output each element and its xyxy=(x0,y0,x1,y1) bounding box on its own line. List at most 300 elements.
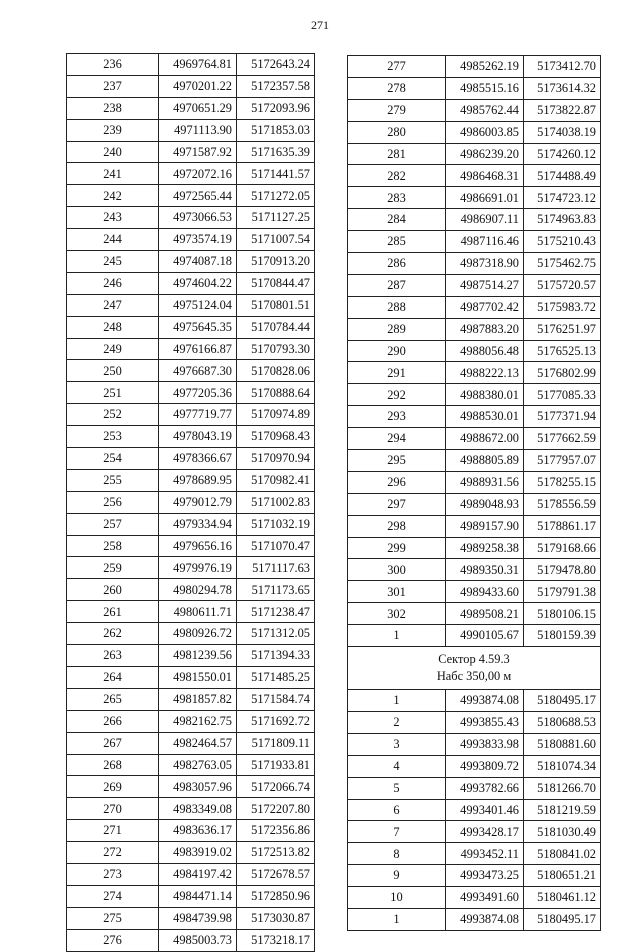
point-number-cell: 241 xyxy=(67,163,159,185)
table-row xyxy=(67,666,315,688)
point-number-cell: 261 xyxy=(67,601,159,623)
table-row xyxy=(67,426,315,448)
x-coordinate-cell: 4983057.96 xyxy=(159,776,237,798)
y-coordinate-cell: 5180461.12 xyxy=(524,887,601,909)
x-coordinate-cell: 4984739.98 xyxy=(159,907,237,929)
x-coordinate-cell: 4981239.56 xyxy=(159,645,237,667)
y-coordinate-cell: 5177957.07 xyxy=(524,450,601,472)
y-coordinate-cell: 5174488.49 xyxy=(524,165,601,187)
y-coordinate-cell: 5180495.17 xyxy=(524,908,601,930)
table-row xyxy=(67,710,315,732)
table-row xyxy=(348,362,601,384)
table-row xyxy=(67,338,315,360)
x-coordinate-cell: 4988931.56 xyxy=(446,471,524,493)
x-coordinate-cell: 4982162.75 xyxy=(159,710,237,732)
point-number-cell: 270 xyxy=(67,798,159,820)
point-number-cell: 295 xyxy=(348,450,446,472)
point-number-cell: 247 xyxy=(67,294,159,316)
y-coordinate-cell: 5176251.97 xyxy=(524,318,601,340)
y-coordinate-cell: 5179478.80 xyxy=(524,559,601,581)
point-number-cell: 7 xyxy=(348,821,446,843)
point-number-cell: 9 xyxy=(348,865,446,887)
table-row xyxy=(67,163,315,185)
point-number-cell: 289 xyxy=(348,318,446,340)
table-row xyxy=(67,97,315,119)
x-coordinate-cell: 4972565.44 xyxy=(159,185,237,207)
x-coordinate-cell: 4976166.87 xyxy=(159,338,237,360)
x-coordinate-cell: 4986907.11 xyxy=(446,209,524,231)
point-number-cell: 284 xyxy=(348,209,446,231)
y-coordinate-cell: 5171272.05 xyxy=(237,185,315,207)
point-number-cell: 281 xyxy=(348,143,446,165)
y-coordinate-cell: 5179168.66 xyxy=(524,537,601,559)
table-row xyxy=(348,384,601,406)
table-row xyxy=(348,908,601,930)
y-coordinate-cell: 5170974.89 xyxy=(237,404,315,426)
y-coordinate-cell: 5180688.53 xyxy=(524,711,601,733)
table-row xyxy=(348,843,601,865)
x-coordinate-cell: 4985762.44 xyxy=(446,99,524,121)
y-coordinate-cell: 5177371.94 xyxy=(524,406,601,428)
point-number-cell: 258 xyxy=(67,535,159,557)
y-coordinate-cell: 5171007.54 xyxy=(237,229,315,251)
table-row xyxy=(348,559,601,581)
table-row xyxy=(348,865,601,887)
y-coordinate-cell: 5172207.80 xyxy=(237,798,315,820)
point-number-cell: 4 xyxy=(348,755,446,777)
y-coordinate-cell: 5176525.13 xyxy=(524,340,601,362)
table-row xyxy=(348,493,601,515)
point-number-cell: 285 xyxy=(348,231,446,253)
x-coordinate-cell: 4984197.42 xyxy=(159,863,237,885)
sector-header-cell xyxy=(348,647,601,690)
table-row xyxy=(348,777,601,799)
point-number-cell: 296 xyxy=(348,471,446,493)
left-coordinates-table xyxy=(66,53,315,952)
x-coordinate-cell: 4989157.90 xyxy=(446,515,524,537)
table-row xyxy=(67,820,315,842)
point-number-cell: 288 xyxy=(348,296,446,318)
x-coordinate-cell: 4982464.57 xyxy=(159,732,237,754)
x-coordinate-cell: 4986239.20 xyxy=(446,143,524,165)
x-coordinate-cell: 4972072.16 xyxy=(159,163,237,185)
y-coordinate-cell: 5170970.94 xyxy=(237,448,315,470)
x-coordinate-cell: 4982763.05 xyxy=(159,754,237,776)
table-row xyxy=(67,929,315,951)
point-number-cell: 260 xyxy=(67,579,159,601)
x-coordinate-cell: 4978366.67 xyxy=(159,448,237,470)
x-coordinate-cell: 4989048.93 xyxy=(446,493,524,515)
point-number-cell: 239 xyxy=(67,119,159,141)
page-number: 271 xyxy=(311,18,329,32)
table-row xyxy=(67,798,315,820)
point-number-cell: 280 xyxy=(348,121,446,143)
x-coordinate-cell: 4993782.66 xyxy=(446,777,524,799)
y-coordinate-cell: 5180841.02 xyxy=(524,843,601,865)
table-row xyxy=(348,428,601,450)
y-coordinate-cell: 5172643.24 xyxy=(237,54,315,76)
point-number-cell: 236 xyxy=(67,54,159,76)
point-number-cell: 246 xyxy=(67,272,159,294)
point-number-cell: 244 xyxy=(67,229,159,251)
x-coordinate-cell: 4984471.14 xyxy=(159,885,237,907)
x-coordinate-cell: 4978043.19 xyxy=(159,426,237,448)
y-coordinate-cell: 5171394.33 xyxy=(237,645,315,667)
x-coordinate-cell: 4977719.77 xyxy=(159,404,237,426)
table-row xyxy=(348,537,601,559)
x-coordinate-cell: 4988380.01 xyxy=(446,384,524,406)
table-row xyxy=(348,340,601,362)
x-coordinate-cell: 4985515.16 xyxy=(446,77,524,99)
table-row xyxy=(67,645,315,667)
x-coordinate-cell: 4988672.00 xyxy=(446,428,524,450)
y-coordinate-cell: 5180881.60 xyxy=(524,733,601,755)
point-number-cell: 1 xyxy=(348,625,446,647)
point-number-cell: 279 xyxy=(348,99,446,121)
point-number-cell: 257 xyxy=(67,513,159,535)
table-row xyxy=(348,821,601,843)
x-coordinate-cell: 4973574.19 xyxy=(159,229,237,251)
x-coordinate-cell: 4988805.89 xyxy=(446,450,524,472)
y-coordinate-cell: 5174260.12 xyxy=(524,143,601,165)
x-coordinate-cell: 4980611.71 xyxy=(159,601,237,623)
y-coordinate-cell: 5181219.59 xyxy=(524,799,601,821)
point-number-cell: 256 xyxy=(67,491,159,513)
y-coordinate-cell: 5170888.64 xyxy=(237,382,315,404)
y-coordinate-cell: 5176802.99 xyxy=(524,362,601,384)
y-coordinate-cell: 5180106.15 xyxy=(524,603,601,625)
x-coordinate-cell: 4985262.19 xyxy=(446,56,524,78)
point-number-cell: 271 xyxy=(67,820,159,842)
y-coordinate-cell: 5172850.96 xyxy=(237,885,315,907)
table-row xyxy=(348,253,601,275)
table-row xyxy=(348,711,601,733)
table-row xyxy=(348,799,601,821)
point-number-cell: 255 xyxy=(67,469,159,491)
y-coordinate-cell: 5172356.86 xyxy=(237,820,315,842)
table-row xyxy=(348,296,601,318)
x-coordinate-cell: 4983919.02 xyxy=(159,842,237,864)
y-coordinate-cell: 5170844.47 xyxy=(237,272,315,294)
point-number-cell: 290 xyxy=(348,340,446,362)
point-number-cell: 278 xyxy=(348,77,446,99)
table-row xyxy=(67,601,315,623)
y-coordinate-cell: 5172678.57 xyxy=(237,863,315,885)
sector-header-row xyxy=(348,647,601,690)
point-number-cell: 263 xyxy=(67,645,159,667)
table-row xyxy=(67,251,315,273)
y-coordinate-cell: 5170793.30 xyxy=(237,338,315,360)
x-coordinate-cell: 4974604.22 xyxy=(159,272,237,294)
table-row xyxy=(348,450,601,472)
y-coordinate-cell: 5177085.33 xyxy=(524,384,601,406)
table-row xyxy=(348,581,601,603)
x-coordinate-cell: 4993809.72 xyxy=(446,755,524,777)
table-row xyxy=(348,56,601,78)
y-coordinate-cell: 5171584.74 xyxy=(237,688,315,710)
table-row xyxy=(348,274,601,296)
y-coordinate-cell: 5170968.43 xyxy=(237,426,315,448)
x-coordinate-cell: 4993428.17 xyxy=(446,821,524,843)
x-coordinate-cell: 4993833.98 xyxy=(446,733,524,755)
x-coordinate-cell: 4979976.19 xyxy=(159,557,237,579)
y-coordinate-cell: 5180159.39 xyxy=(524,625,601,647)
x-coordinate-cell: 4993855.43 xyxy=(446,711,524,733)
point-number-cell: 282 xyxy=(348,165,446,187)
point-number-cell: 238 xyxy=(67,97,159,119)
table-row xyxy=(348,143,601,165)
point-number-cell: 269 xyxy=(67,776,159,798)
point-number-cell: 3 xyxy=(348,733,446,755)
point-number-cell: 240 xyxy=(67,141,159,163)
y-coordinate-cell: 5171312.05 xyxy=(237,623,315,645)
y-coordinate-cell: 5175462.75 xyxy=(524,253,601,275)
y-coordinate-cell: 5171238.47 xyxy=(237,601,315,623)
table-row xyxy=(67,776,315,798)
y-coordinate-cell: 5172093.96 xyxy=(237,97,315,119)
point-number-cell: 237 xyxy=(67,75,159,97)
table-row xyxy=(67,732,315,754)
table-row xyxy=(348,690,601,712)
table-row xyxy=(348,318,601,340)
x-coordinate-cell: 4980294.78 xyxy=(159,579,237,601)
point-number-cell: 287 xyxy=(348,274,446,296)
point-number-cell: 10 xyxy=(348,887,446,909)
point-number-cell: 262 xyxy=(67,623,159,645)
point-number-cell: 299 xyxy=(348,537,446,559)
point-number-cell: 294 xyxy=(348,428,446,450)
x-coordinate-cell: 4993401.46 xyxy=(446,799,524,821)
y-coordinate-cell: 5172513.82 xyxy=(237,842,315,864)
y-coordinate-cell: 5179791.38 xyxy=(524,581,601,603)
point-number-cell: 286 xyxy=(348,253,446,275)
table-row xyxy=(348,515,601,537)
y-coordinate-cell: 5171173.65 xyxy=(237,579,315,601)
x-coordinate-cell: 4976687.30 xyxy=(159,360,237,382)
y-coordinate-cell: 5181074.34 xyxy=(524,755,601,777)
y-coordinate-cell: 5181030.49 xyxy=(524,821,601,843)
x-coordinate-cell: 4983349.08 xyxy=(159,798,237,820)
y-coordinate-cell: 5178861.17 xyxy=(524,515,601,537)
x-coordinate-cell: 4988056.48 xyxy=(446,340,524,362)
y-coordinate-cell: 5173218.17 xyxy=(237,929,315,951)
table-row xyxy=(67,54,315,76)
table-row xyxy=(67,557,315,579)
table-row xyxy=(67,75,315,97)
table-row xyxy=(348,603,601,625)
x-coordinate-cell: 4993452.11 xyxy=(446,843,524,865)
y-coordinate-cell: 5180651.21 xyxy=(524,865,601,887)
point-number-cell: 277 xyxy=(348,56,446,78)
point-number-cell: 272 xyxy=(67,842,159,864)
x-coordinate-cell: 4993473.25 xyxy=(446,865,524,887)
x-coordinate-cell: 4971587.92 xyxy=(159,141,237,163)
point-number-cell: 254 xyxy=(67,448,159,470)
point-number-cell: 1 xyxy=(348,908,446,930)
x-coordinate-cell: 4970201.22 xyxy=(159,75,237,97)
table-row xyxy=(348,165,601,187)
x-coordinate-cell: 4988530.01 xyxy=(446,406,524,428)
x-coordinate-cell: 4993491.60 xyxy=(446,887,524,909)
point-number-cell: 300 xyxy=(348,559,446,581)
table-row xyxy=(67,535,315,557)
y-coordinate-cell: 5171127.25 xyxy=(237,207,315,229)
y-coordinate-cell: 5170828.06 xyxy=(237,360,315,382)
table-row xyxy=(67,272,315,294)
table-row xyxy=(67,754,315,776)
point-number-cell: 250 xyxy=(67,360,159,382)
table-row xyxy=(67,448,315,470)
y-coordinate-cell: 5178556.59 xyxy=(524,493,601,515)
y-coordinate-cell: 5170913.20 xyxy=(237,251,315,273)
y-coordinate-cell: 5172357.58 xyxy=(237,75,315,97)
table-row xyxy=(67,294,315,316)
y-coordinate-cell: 5175210.43 xyxy=(524,231,601,253)
x-coordinate-cell: 4987318.90 xyxy=(446,253,524,275)
y-coordinate-cell: 5170982.41 xyxy=(237,469,315,491)
x-coordinate-cell: 4987702.42 xyxy=(446,296,524,318)
y-coordinate-cell: 5171485.25 xyxy=(237,666,315,688)
x-coordinate-cell: 4970651.29 xyxy=(159,97,237,119)
table-row xyxy=(67,863,315,885)
point-number-cell: 273 xyxy=(67,863,159,885)
x-coordinate-cell: 4989350.31 xyxy=(446,559,524,581)
y-coordinate-cell: 5180495.17 xyxy=(524,690,601,712)
y-coordinate-cell: 5171117.63 xyxy=(237,557,315,579)
x-coordinate-cell: 4980926.72 xyxy=(159,623,237,645)
point-number-cell: 292 xyxy=(348,384,446,406)
point-number-cell: 301 xyxy=(348,581,446,603)
x-coordinate-cell: 4986691.01 xyxy=(446,187,524,209)
table-row xyxy=(67,316,315,338)
y-coordinate-cell: 5171692.72 xyxy=(237,710,315,732)
table-row xyxy=(67,185,315,207)
point-number-cell: 252 xyxy=(67,404,159,426)
y-coordinate-cell: 5172066.74 xyxy=(237,776,315,798)
y-coordinate-cell: 5170784.44 xyxy=(237,316,315,338)
table-row xyxy=(67,382,315,404)
x-coordinate-cell: 4987514.27 xyxy=(446,274,524,296)
table-row xyxy=(348,77,601,99)
y-coordinate-cell: 5175983.72 xyxy=(524,296,601,318)
x-coordinate-cell: 4981857.82 xyxy=(159,688,237,710)
point-number-cell: 274 xyxy=(67,885,159,907)
point-number-cell: 275 xyxy=(67,907,159,929)
point-number-cell: 302 xyxy=(348,603,446,625)
sector-subtitle: Набс 350,00 м xyxy=(436,669,512,684)
table-row xyxy=(348,99,601,121)
point-number-cell: 1 xyxy=(348,690,446,712)
table-row xyxy=(67,360,315,382)
x-coordinate-cell: 4993874.08 xyxy=(446,690,524,712)
point-number-cell: 8 xyxy=(348,843,446,865)
point-number-cell: 245 xyxy=(67,251,159,273)
y-coordinate-cell: 5173030.87 xyxy=(237,907,315,929)
x-coordinate-cell: 4969764.81 xyxy=(159,54,237,76)
x-coordinate-cell: 4987116.46 xyxy=(446,231,524,253)
table-row xyxy=(348,471,601,493)
y-coordinate-cell: 5174038.19 xyxy=(524,121,601,143)
point-number-cell: 2 xyxy=(348,711,446,733)
point-number-cell: 251 xyxy=(67,382,159,404)
x-coordinate-cell: 4990105.67 xyxy=(446,625,524,647)
point-number-cell: 266 xyxy=(67,710,159,732)
table-row xyxy=(67,579,315,601)
y-coordinate-cell: 5173822.87 xyxy=(524,99,601,121)
y-coordinate-cell: 5171070.47 xyxy=(237,535,315,557)
y-coordinate-cell: 5171635.39 xyxy=(237,141,315,163)
x-coordinate-cell: 4977205.36 xyxy=(159,382,237,404)
point-number-cell: 268 xyxy=(67,754,159,776)
table-row xyxy=(67,842,315,864)
table-row xyxy=(67,404,315,426)
x-coordinate-cell: 4988222.13 xyxy=(446,362,524,384)
table-row xyxy=(348,209,601,231)
x-coordinate-cell: 4973066.53 xyxy=(159,207,237,229)
table-row xyxy=(67,885,315,907)
x-coordinate-cell: 4978689.95 xyxy=(159,469,237,491)
x-coordinate-cell: 4975645.35 xyxy=(159,316,237,338)
y-coordinate-cell: 5178255.15 xyxy=(524,471,601,493)
point-number-cell: 242 xyxy=(67,185,159,207)
table-row xyxy=(67,688,315,710)
table-row xyxy=(67,907,315,929)
point-number-cell: 297 xyxy=(348,493,446,515)
table-row xyxy=(348,733,601,755)
table-row xyxy=(348,625,601,647)
y-coordinate-cell: 5173412.70 xyxy=(524,56,601,78)
y-coordinate-cell: 5174963.83 xyxy=(524,209,601,231)
point-number-cell: 283 xyxy=(348,187,446,209)
point-number-cell: 243 xyxy=(67,207,159,229)
y-coordinate-cell: 5171002.83 xyxy=(237,491,315,513)
x-coordinate-cell: 4985003.73 xyxy=(159,929,237,951)
x-coordinate-cell: 4993874.08 xyxy=(446,908,524,930)
x-coordinate-cell: 4974087.18 xyxy=(159,251,237,273)
point-number-cell: 267 xyxy=(67,732,159,754)
table-row xyxy=(67,623,315,645)
y-coordinate-cell: 5171032.19 xyxy=(237,513,315,535)
x-coordinate-cell: 4975124.04 xyxy=(159,294,237,316)
point-number-cell: 253 xyxy=(67,426,159,448)
y-coordinate-cell: 5171933.81 xyxy=(237,754,315,776)
point-number-cell: 248 xyxy=(67,316,159,338)
y-coordinate-cell: 5173614.32 xyxy=(524,77,601,99)
table-row xyxy=(67,513,315,535)
x-coordinate-cell: 4979012.79 xyxy=(159,491,237,513)
point-number-cell: 298 xyxy=(348,515,446,537)
point-number-cell: 293 xyxy=(348,406,446,428)
x-coordinate-cell: 4979334.94 xyxy=(159,513,237,535)
y-coordinate-cell: 5171809.11 xyxy=(237,732,315,754)
point-number-cell: 291 xyxy=(348,362,446,384)
x-coordinate-cell: 4989508.21 xyxy=(446,603,524,625)
table-row xyxy=(67,491,315,513)
y-coordinate-cell: 5175720.57 xyxy=(524,274,601,296)
sector-title: Сектор 4.59.3 xyxy=(438,651,510,666)
table-row xyxy=(348,406,601,428)
x-coordinate-cell: 4986468.31 xyxy=(446,165,524,187)
point-number-cell: 264 xyxy=(67,666,159,688)
point-number-cell: 259 xyxy=(67,557,159,579)
x-coordinate-cell: 4971113.90 xyxy=(159,119,237,141)
x-coordinate-cell: 4983636.17 xyxy=(159,820,237,842)
x-coordinate-cell: 4987883.20 xyxy=(446,318,524,340)
y-coordinate-cell: 5170801.51 xyxy=(237,294,315,316)
table-row xyxy=(348,231,601,253)
x-coordinate-cell: 4981550.01 xyxy=(159,666,237,688)
y-coordinate-cell: 5181266.70 xyxy=(524,777,601,799)
